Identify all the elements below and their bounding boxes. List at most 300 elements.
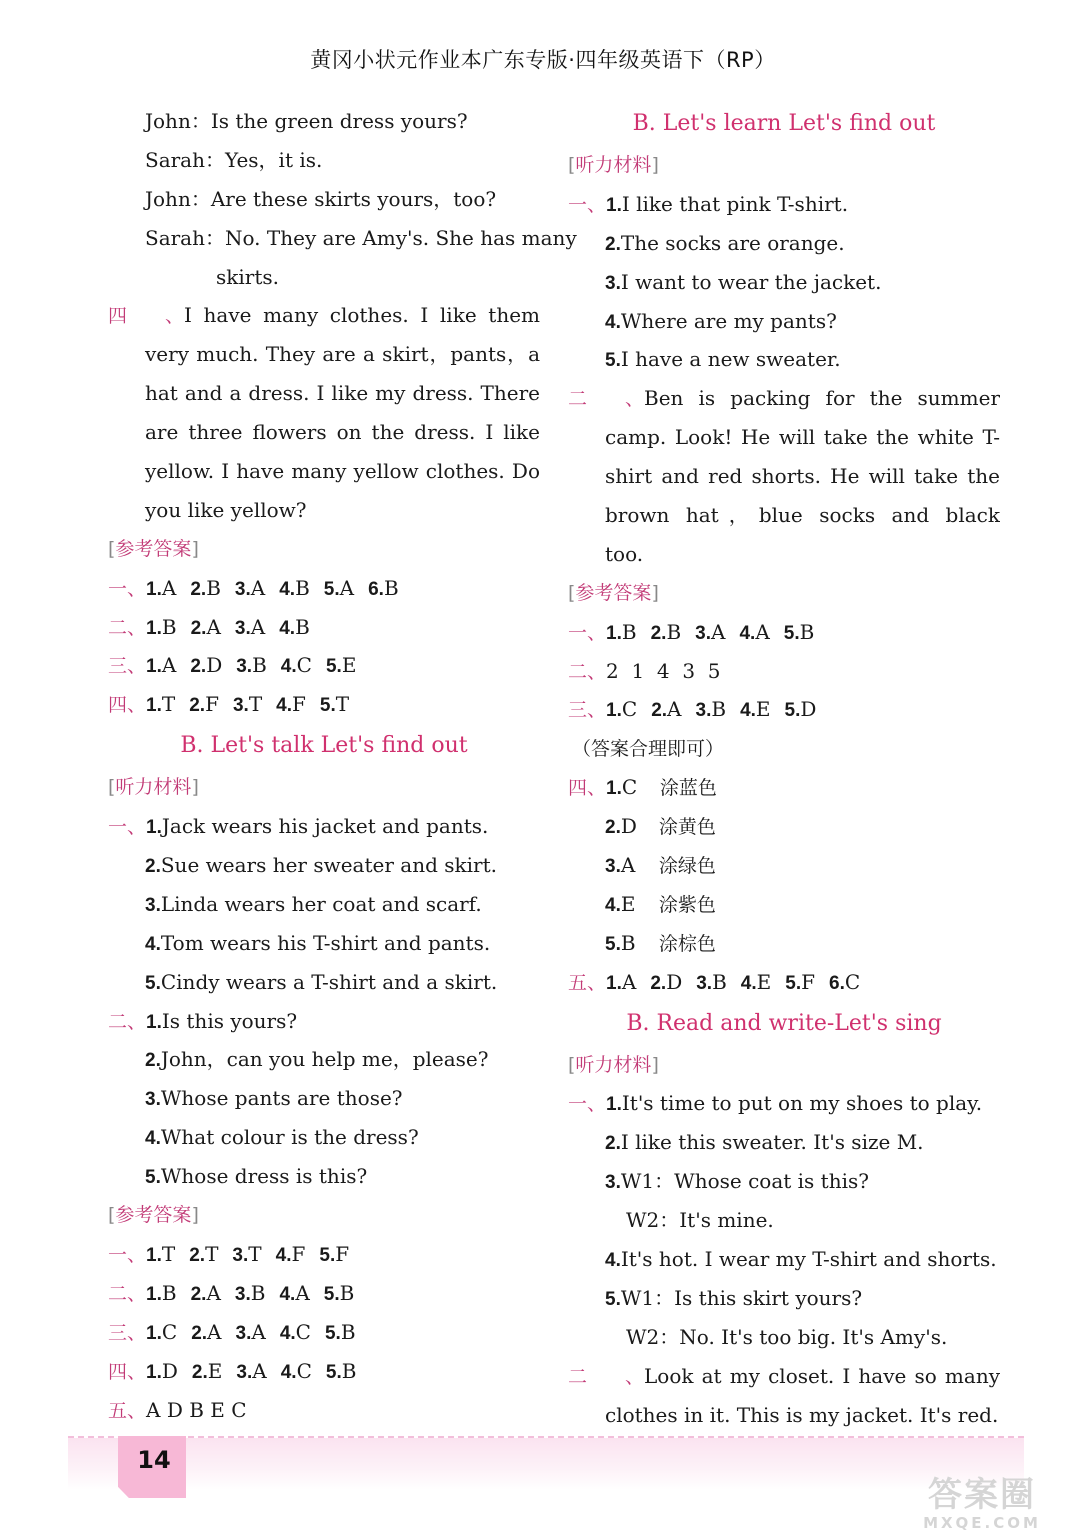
answer-item: [741, 963, 771, 1004]
answer-item: [606, 690, 637, 731]
answer-number: 2.: [189, 1244, 206, 1266]
passage-line: [108, 452, 540, 491]
answer-value: F: [292, 692, 306, 717]
passage-text: very much. They are a skirt，pants，a: [145, 342, 540, 367]
answer-item: [279, 1274, 309, 1315]
answer-value: E: [755, 697, 771, 722]
answer-value: B: [799, 619, 815, 644]
answer-number: 2.: [651, 700, 668, 722]
answer-item: [146, 1235, 175, 1276]
item-text: It's time to put on my shoes to play.: [621, 1091, 983, 1116]
answer-number: 3.: [695, 622, 711, 644]
answer-value: B: [206, 575, 221, 600]
passage-line: [568, 535, 1000, 574]
color-instruction: 涂绿色: [658, 855, 716, 878]
answer-number: 5.: [325, 656, 342, 678]
passage-line: [108, 491, 540, 530]
answer-item: [146, 1274, 177, 1315]
dialogue-line: [108, 141, 540, 180]
answer-value: A: [755, 619, 770, 644]
bracket-label: 听力材料: [575, 154, 652, 176]
answer-item: [606, 613, 637, 654]
answer-item: [191, 608, 221, 649]
item-number: 5.: [145, 972, 161, 994]
answer-note: [568, 729, 1000, 768]
item-text: I have a new sweater.: [620, 347, 841, 372]
item-number: 3.: [605, 272, 621, 294]
answer-prefix: 四、: [108, 1360, 147, 1383]
answer-number: 5.: [323, 1283, 340, 1305]
passage-line: [568, 496, 1000, 535]
answer-number: 5.: [325, 1361, 342, 1383]
item-number: 1.: [146, 1011, 162, 1033]
list-item: [108, 885, 540, 924]
answer-value: B: [711, 697, 727, 722]
list-item: [108, 963, 540, 1002]
dialogue-text: Sarah：No. They are Amy's. She has many: [145, 225, 577, 250]
item-text: Jack wears his jacket and pants.: [161, 814, 489, 839]
dialogue-line: [108, 258, 540, 297]
item-text: I want to wear the jacket.: [620, 269, 882, 294]
answer-value: A: [295, 1280, 310, 1305]
color-instruction: 涂黄色: [658, 816, 716, 839]
bracket-close: ]: [191, 1204, 199, 1227]
answer-number: 2.: [190, 578, 207, 600]
item-text: Sue wears her sweater and skirt.: [160, 853, 497, 878]
answer-number: 2.: [650, 622, 667, 644]
answer-number: 5.: [785, 972, 802, 994]
bracket-close: ]: [191, 776, 199, 799]
answer-row: [108, 646, 540, 685]
answer-number: 5.: [784, 700, 801, 722]
answer-prefix: 四、: [568, 777, 607, 800]
answer-item: [325, 1313, 356, 1354]
answer-item: [146, 569, 176, 610]
answer-item: [279, 608, 310, 649]
answer-number: 2.: [191, 1322, 208, 1344]
answer-value: A: [339, 575, 355, 600]
bracket-label: 听力材料: [575, 1053, 652, 1076]
answer-item: [281, 646, 312, 687]
answer-value: A: [252, 1358, 267, 1383]
answer-item: [235, 608, 265, 649]
passage-text: are three flowers on the dress. I like: [145, 420, 540, 445]
passage-line: [108, 413, 540, 452]
item-text: Whose pants are those?: [160, 1086, 403, 1111]
page-header: 黄冈小状元作业本广东专版·四年级英语下（RP）: [310, 48, 776, 72]
answer-value: B: [666, 619, 682, 644]
answer-value: E: [341, 653, 357, 678]
answer-number: 2.: [190, 617, 207, 639]
color-answer: [568, 846, 1000, 885]
answer-item: [276, 1235, 306, 1276]
answer-item: [651, 613, 682, 654]
watermark-top: 答案圈: [928, 1475, 1036, 1515]
answer-number: 1.: [146, 695, 162, 717]
list-item: [568, 302, 1000, 341]
answer-item: [324, 1274, 355, 1315]
item-text: Is this yours?: [161, 1008, 298, 1033]
item-number: 1.: [146, 817, 162, 839]
answer-item: [146, 685, 175, 726]
list-item: [568, 1162, 1000, 1201]
answer-value: T: [161, 692, 176, 717]
dialogue-text: skirts.: [216, 264, 279, 289]
answer-prefix: 二、: [568, 660, 607, 683]
answer-row: [568, 613, 1000, 652]
answer-value: B: [161, 1280, 177, 1305]
answer-item: [319, 1235, 349, 1276]
answer-value: A: [620, 853, 636, 878]
item-number: 4.: [605, 1250, 621, 1272]
answer-row: [568, 652, 1000, 691]
answer-value: A: [250, 575, 266, 600]
list-item: [568, 263, 1000, 302]
answer-key-label: [568, 574, 1000, 613]
answer-value: D: [206, 653, 223, 678]
answer-value: E: [756, 969, 772, 994]
answer-number: 2.: [650, 972, 667, 994]
answer-number: 5.: [324, 1322, 341, 1344]
answer-value: B: [383, 575, 399, 600]
passage-line: [108, 374, 540, 413]
bracket-label: 参考答案: [115, 537, 192, 560]
answer-item: [189, 1235, 218, 1276]
item-number: 1.: [606, 194, 622, 216]
answer-value: B: [295, 575, 310, 600]
answer-number: 4.: [740, 972, 757, 994]
passage-line: [568, 418, 1000, 457]
answer-number: 4.: [275, 1244, 292, 1266]
passage-line: [108, 296, 540, 335]
passage-text: Ben is packing for the summer: [644, 386, 1000, 411]
list-item: [568, 1279, 1000, 1318]
list-prefix: 一、: [568, 193, 607, 216]
answer-number: 6.: [829, 972, 845, 994]
list-item: [108, 1002, 540, 1041]
answer-number: 4.: [279, 578, 296, 600]
answer-number: 1.: [606, 622, 622, 644]
answer-value: C: [296, 653, 312, 678]
answer-row: [108, 1391, 540, 1430]
answer-value: D: [161, 1358, 178, 1383]
listening-label: [568, 146, 1000, 185]
answer-item: [146, 608, 177, 649]
answer-value: F: [335, 1241, 350, 1266]
item-text: Cindy wears a T-shirt and a skirt.: [160, 969, 498, 994]
color-instruction: 涂蓝色: [659, 777, 717, 800]
answer-value: F: [801, 969, 816, 994]
color-answer: [568, 924, 1000, 963]
passage-line: [568, 1396, 1000, 1435]
answer-number: 1.: [146, 1244, 162, 1266]
list-item: [108, 1040, 540, 1079]
section-title: B. Read and write-Let's sing: [626, 1010, 942, 1036]
answer-item: [281, 1352, 312, 1393]
answer-prefix: 一、: [108, 1243, 147, 1266]
answer-item: [785, 690, 817, 731]
list-item: [108, 1157, 540, 1196]
answer-prefix: 四、: [108, 694, 147, 717]
answer-row: [568, 690, 1000, 729]
answer-item: [233, 685, 262, 726]
passage-text: camp. Look! He will take the white T-: [605, 425, 1000, 450]
passage-text: too.: [605, 541, 644, 566]
answer-item: [191, 1274, 221, 1315]
answer-number: 4.: [279, 1322, 296, 1344]
answer-value: B: [250, 1280, 266, 1305]
answer-value: A: [250, 614, 266, 639]
answer-value: E: [620, 891, 636, 916]
bracket-open: [: [568, 154, 576, 176]
item-number: 5.: [145, 1167, 161, 1189]
item-text: Tom wears his T-shirt and pants.: [160, 930, 491, 955]
answer-number: 4.: [740, 700, 756, 722]
color-instruction: 涂紫色: [658, 893, 716, 916]
list-item: [108, 1079, 540, 1118]
answer-row: [108, 685, 540, 724]
answer-number: 3.: [234, 617, 251, 639]
color-answer: [568, 807, 1000, 846]
right-column: [568, 102, 1000, 1435]
answer-value: D: [620, 814, 637, 839]
passage-label: 四、: [108, 305, 184, 328]
answer-number: 4.: [279, 1283, 296, 1305]
answer-key-label: [108, 530, 540, 569]
item-number: 2.: [145, 1050, 161, 1072]
answer-item: [606, 963, 636, 1004]
item-text: Where are my pants?: [620, 308, 837, 333]
answer-number: 3.: [235, 1322, 252, 1344]
answer-number: 5.: [605, 933, 621, 955]
answer-number: 1.: [146, 1283, 162, 1305]
answer-value: F: [291, 1241, 306, 1266]
section-title: B. Let's talk Let's find out: [180, 733, 468, 759]
list-item: [568, 1084, 1000, 1123]
answer-value: F: [205, 692, 219, 717]
answer-number: 5.: [783, 622, 800, 644]
answer-value: B: [340, 1319, 356, 1344]
item-number: 4.: [145, 1128, 161, 1150]
list-item: [108, 1118, 540, 1157]
passage-text: Look at my closet. I have so many: [644, 1363, 1000, 1388]
answer-key-label: [108, 1196, 540, 1235]
answer-value: T: [161, 1241, 176, 1266]
answer-row: [108, 1235, 540, 1274]
list-item: [568, 1318, 1000, 1357]
answer-value: A: [206, 1280, 221, 1305]
answer-number: 2.: [190, 1283, 207, 1305]
answer-number: 4.: [280, 1361, 297, 1383]
item-text: John，can you help me，please?: [160, 1047, 489, 1072]
passage-text: shirt and red shorts. He will take the: [605, 464, 1000, 489]
item-text: W2：It's mine.: [626, 1208, 774, 1233]
dialogue-text: Sarah：Yes，it is.: [145, 147, 323, 172]
answer-number: 3.: [232, 695, 249, 717]
answer-prefix: 五、: [108, 1399, 147, 1422]
answer-sequence: 2 1 4 3 5: [606, 658, 721, 683]
color-answer: [568, 885, 1000, 924]
answer-value: T: [248, 692, 263, 717]
list-prefix: 一、: [568, 1093, 607, 1116]
answer-item: [236, 646, 267, 687]
answer-prefix: 二、: [108, 616, 147, 639]
item-number: 2.: [605, 1133, 621, 1155]
bracket-close: ]: [651, 1053, 659, 1076]
item-number: 5.: [605, 1288, 621, 1310]
bracket-open: [: [568, 1053, 576, 1076]
answer-number: 2.: [605, 817, 621, 839]
answer-item: [276, 685, 306, 726]
answer-value: A: [667, 697, 682, 722]
watermark-bottom: MXQE.COM: [923, 1514, 1041, 1532]
answer-value: A: [161, 575, 177, 600]
answer-number: 4.: [280, 656, 297, 678]
answer-row: [108, 1352, 540, 1391]
bracket-open: [: [108, 1204, 116, 1227]
list-prefix: 二、: [108, 1010, 147, 1033]
answer-item: [191, 1313, 221, 1354]
answer-item: [146, 646, 176, 687]
dialogue-line: [108, 180, 540, 219]
answer-number: 4.: [739, 622, 756, 644]
answer-number: 4.: [276, 695, 293, 717]
answer-item: [696, 963, 727, 1004]
answer-item: [326, 1352, 357, 1393]
answer-value: C: [844, 969, 861, 994]
answer-value: E: [207, 1358, 223, 1383]
answer-item: [696, 690, 727, 731]
answer-item: [235, 1274, 266, 1315]
answer-item: [190, 646, 222, 687]
answer-number: 2.: [189, 695, 206, 717]
dialogue-line: [108, 102, 540, 141]
color-instruction: 涂棕色: [658, 932, 716, 955]
footer-band: [68, 1436, 1024, 1490]
list-item: [568, 224, 1000, 263]
answer-item: [651, 690, 681, 731]
answer-number: 1.: [146, 617, 162, 639]
answer-prefix: 五、: [568, 971, 607, 994]
answer-value: D: [800, 697, 817, 722]
item-text: W2：No. It's too big. It's Amy's.: [626, 1324, 948, 1349]
answer-value: B: [295, 614, 310, 639]
passage-text: brown hat，blue socks and black: [605, 503, 1000, 528]
answer-value: B: [621, 619, 637, 644]
answer-item: [829, 963, 860, 1004]
color-answer: [568, 768, 1000, 807]
answer-item: [192, 1352, 222, 1393]
item-text: The socks are orange.: [620, 230, 845, 255]
answer-number: 1.: [606, 778, 622, 800]
passage-line: [568, 379, 1000, 418]
answer-value: B: [161, 614, 177, 639]
answer-value: B: [252, 653, 267, 678]
passage-text: I have many clothes. I like them: [184, 303, 540, 328]
answer-prefix: 一、: [108, 577, 147, 600]
answer-number: 1.: [606, 972, 622, 994]
dialogue-text: John：Are these skirts yours，too?: [145, 186, 497, 211]
item-text: I like this sweater. It's size M.: [620, 1130, 924, 1155]
answer-item: [232, 1235, 261, 1276]
answer-number: 1.: [146, 656, 162, 678]
answer-item: [146, 1352, 178, 1393]
bracket-label: 参考答案: [115, 1204, 192, 1227]
item-text: W1：Whose coat is this?: [620, 1169, 869, 1194]
list-item: [108, 924, 540, 963]
list-item: [108, 846, 540, 885]
item-text: It's hot. I wear my T-shirt and shorts.: [620, 1247, 997, 1272]
answer-prefix: 三、: [108, 1321, 147, 1344]
listening-label: [108, 768, 540, 807]
answer-value: T: [335, 692, 350, 717]
answer-item: [695, 613, 725, 654]
answer-number: 3.: [605, 856, 621, 878]
list-prefix: 一、: [108, 816, 147, 839]
list-item: [568, 1123, 1000, 1162]
answer-item: [236, 1313, 266, 1354]
item-number: 1.: [606, 1094, 622, 1116]
answer-number: 5.: [319, 1244, 336, 1266]
answer-item: [739, 613, 769, 654]
answer-value: A: [206, 614, 221, 639]
item-number: 2.: [605, 233, 621, 255]
answer-value: A: [251, 1319, 266, 1344]
answer-row: [568, 963, 1000, 1002]
answer-item: [146, 1313, 177, 1354]
answer-number: 3.: [232, 1244, 249, 1266]
answer-value: C: [295, 1319, 311, 1344]
answer-value: A: [711, 619, 726, 644]
item-number: 3.: [605, 1172, 621, 1194]
answer-value: C: [161, 1319, 178, 1344]
answer-number: 2.: [191, 1361, 208, 1383]
item-number: 3.: [145, 1089, 161, 1111]
passage-line: [568, 1357, 1000, 1396]
list-item: [568, 185, 1000, 224]
note-text: （答案合理即可）: [572, 738, 725, 761]
answer-item: [368, 569, 399, 610]
answer-item: [236, 1352, 266, 1393]
answer-prefix: 一、: [568, 621, 607, 644]
answer-value: B: [712, 969, 727, 994]
answer-value: T: [248, 1241, 262, 1266]
answer-value: T: [205, 1241, 219, 1266]
answer-item: [189, 685, 219, 726]
answer-row: [108, 608, 540, 647]
answer-prefix: 三、: [568, 699, 607, 722]
list-item: [568, 1201, 1000, 1240]
answer-value: D: [666, 969, 683, 994]
item-number: 2.: [145, 856, 161, 878]
answer-number: 4.: [605, 894, 621, 916]
answer-number: 3.: [236, 656, 253, 678]
answer-item: [785, 963, 815, 1004]
answer-row: [108, 1274, 540, 1313]
answer-number: 4.: [279, 617, 296, 639]
item-text: What colour is the dress?: [160, 1125, 419, 1150]
answer-number: 3.: [696, 972, 713, 994]
answer-value: C: [621, 697, 638, 722]
answer-item: [280, 1313, 311, 1354]
list-item: [108, 807, 540, 846]
answer-value: B: [341, 1358, 357, 1383]
bracket-open: [: [108, 776, 116, 799]
item-number: 4.: [605, 311, 621, 333]
answer-value: A: [207, 1319, 222, 1344]
answer-value: A: [161, 653, 177, 678]
answer-row: [108, 1313, 540, 1352]
